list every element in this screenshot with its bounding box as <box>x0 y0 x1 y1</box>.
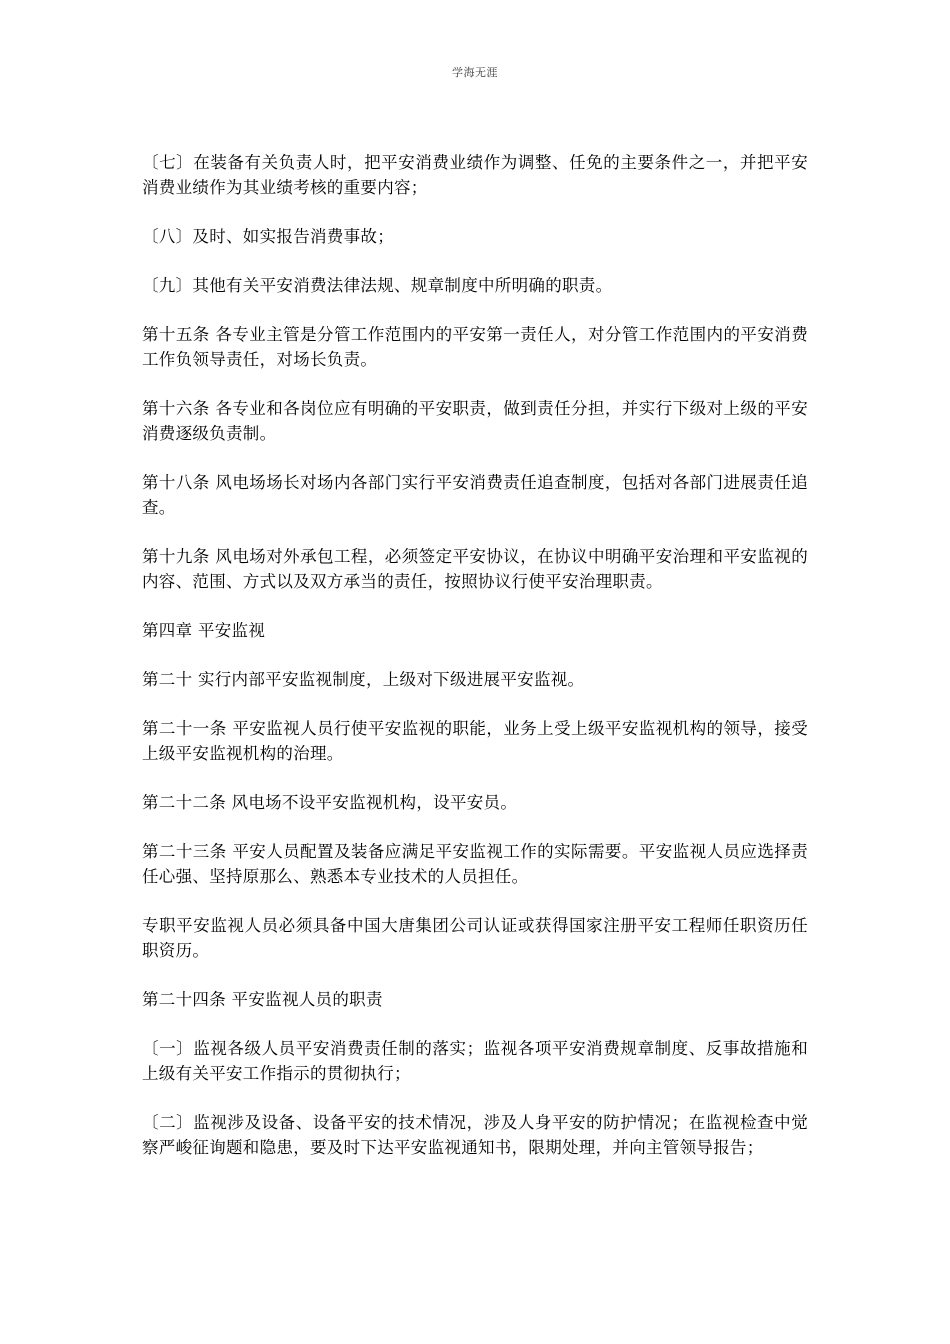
paragraph-article-21: 第二十一条 平安监视人员行使平安监视的职能，业务上受上级平安监视机构的领导，接受上级平安监视机构的治理。 <box>142 719 808 763</box>
paragraph-article-19: 第十九条 风电场对外承包工程，必须签定平安协议，在协议中明确平安治理和平安监视的内容、范围、方式以及双方承当的责任，按照协议行使平安治理职责。 <box>142 547 808 591</box>
paragraph-item-9: 〔九〕其他有关平安消费法律法规、规章制度中所明确的职责。 <box>142 276 613 295</box>
paragraph-article-24: 第二十四条 平安监视人员的职责 <box>142 990 383 1009</box>
paragraph-article-23: 第二十三条 平安人员配置及装备应满足平安监视工作的实际需要。平安监视人员应选择责任心强、坚持原那么、熟悉本专业技术的人员担任。 <box>142 842 808 886</box>
paragraph-duty-1: 〔一〕监视各级人员平安消费责任制的落实；监视各项平安消费规章制度、反事故措施和上级有关平安工作指示的贯彻执行； <box>142 1039 808 1083</box>
paragraph-item-7: 〔七〕在装备有关负责人时，把平安消费业绩作为调整、任免的主要条件之一，并把平安消费业绩作为其业绩考核的重要内容； <box>142 153 808 197</box>
document-body <box>142 150 808 1184</box>
chapter-heading: 第四章 平安监视 <box>142 621 266 640</box>
paragraph-article-16: 第十六条 各专业和各岗位应有明确的平安职责，做到责任分担，并实行下级对上级的平安消费逐级负责制。 <box>142 399 808 443</box>
paragraph-qualification: 专职平安监视人员必须具备中国大唐集团公司认证或获得国家注册平安工程师任职资历任职资历。 <box>142 916 808 960</box>
paragraph-article-20: 第二十 实行内部平安监视制度，上级对下级进展平安监视。 <box>142 670 585 689</box>
paragraph-duty-2: 〔二〕监视涉及设备、设备平安的技术情况，涉及人身平安的防护情况；在监视检查中觉察严峻征询题和隐患，要及时下达平安监视通知书，限期处理，并向主管领导报告； <box>142 1113 808 1157</box>
paragraph-article-22: 第二十二条 风电场不设平安监视机构，设平安员。 <box>142 793 518 812</box>
paragraph-article-15: 第十五条 各专业主管是分管工作范围内的平安第一责任人，对分管工作范围内的平安消费工作负领导责任，对场长负责。 <box>142 325 808 369</box>
paragraph-item-8: 〔八〕及时、如实报告消费事故； <box>142 227 394 246</box>
page-header: 学海无涯 <box>452 66 498 79</box>
paragraph-article-18: 第十八条 风电场场长对场内各部门实行平安消费责任追查制度，包括对各部门进展责任追查。 <box>142 473 808 517</box>
